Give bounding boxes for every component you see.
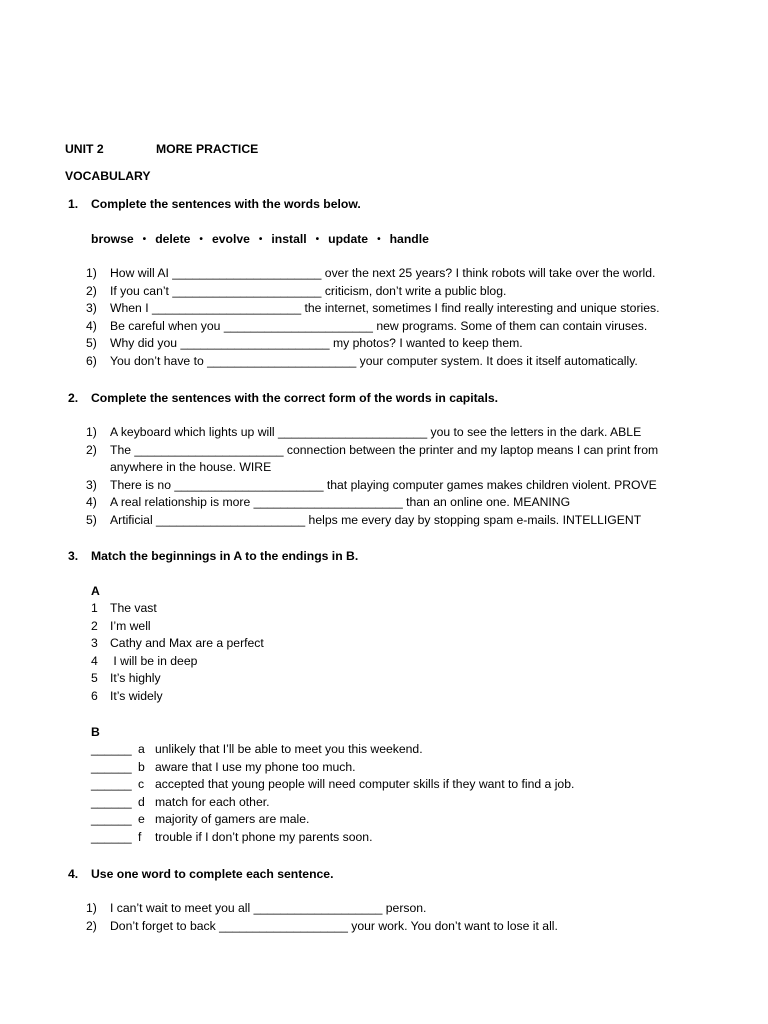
item-text: I’m well xyxy=(110,618,151,633)
item-text: Don’t forget to back ___________________ your work. You don’t want to lose it all. xyxy=(110,918,558,933)
exercise-4-number: 4. xyxy=(68,867,79,881)
item-number: 2 xyxy=(91,618,98,633)
item-text: I can’t wait to meet you all ___________________ person. xyxy=(110,901,427,915)
item-number: 5) xyxy=(86,513,97,527)
item-text: majority of gamers are male. xyxy=(155,812,310,827)
exercise-4-instruction: Use one word to complete each sentence. xyxy=(91,867,334,881)
item-letter: b xyxy=(138,759,145,774)
item-number: 1 xyxy=(91,601,98,615)
exercise-2-number: 2. xyxy=(68,391,79,405)
item-text: Artificial ______________________ helps me every day by stopping spam e-mails. INTELLIGENT xyxy=(110,513,642,527)
item-letter: e xyxy=(138,812,145,827)
item-letter: f xyxy=(138,830,142,844)
word-bank xyxy=(91,230,429,249)
word-bank-item: browse xyxy=(91,232,134,246)
item-number: 3) xyxy=(86,477,97,492)
item-text: aware that I use my phone too much. xyxy=(155,759,356,774)
item-number: 2) xyxy=(86,918,97,933)
item-number: 5) xyxy=(86,336,97,351)
exercise-1-instruction: Complete the sentences with the words below. xyxy=(91,197,361,211)
exercise-1-number: 1. xyxy=(68,197,79,211)
item-number: 1) xyxy=(86,266,97,280)
section-heading: VOCABULARY xyxy=(65,169,151,183)
bullet-separator: • xyxy=(377,234,381,245)
answer-blank: ______ xyxy=(91,742,132,756)
item-text: match for each other. xyxy=(155,794,270,809)
item-text: It’s widely xyxy=(110,689,163,703)
item-text: A real relationship is more ______________________ than an online one. MEANING xyxy=(110,495,571,510)
item-number: 1) xyxy=(86,425,97,439)
bullet-separator: • xyxy=(315,234,320,245)
item-text: It’s highly xyxy=(110,671,161,686)
word-bank-item: install xyxy=(271,232,307,246)
item-text: I will be in deep xyxy=(110,653,198,668)
item-text: There is no ______________________ that playing computer games makes children violent. PROVE xyxy=(110,477,657,492)
answer-blank: ______ xyxy=(91,777,132,792)
item-number: 2) xyxy=(86,442,97,457)
item-text: anywhere in the house. WIRE xyxy=(110,460,272,475)
page-title: MORE PRACTICE xyxy=(156,142,259,156)
item-text: You don’t have to ______________________ your computer system. It does it itself automatically. xyxy=(110,354,638,368)
item-number: 4) xyxy=(86,495,97,510)
exercise-3-number: 3. xyxy=(68,549,79,563)
bullet-separator: • xyxy=(258,234,263,245)
item-number: 6) xyxy=(86,354,97,368)
answer-blank: ______ xyxy=(91,794,132,809)
item-number: 2) xyxy=(86,283,97,298)
item-letter: c xyxy=(138,777,145,792)
item-number: 3 xyxy=(91,636,98,651)
item-letter: d xyxy=(138,794,145,809)
item-text: Cathy and Max are a perfect xyxy=(110,636,264,651)
item-text: When I ______________________ the internet, sometimes I find really interesting and unique stories. xyxy=(110,301,660,316)
item-number: 4 xyxy=(91,653,98,668)
item-number: 1) xyxy=(86,901,97,915)
word-bank-item: handle xyxy=(389,232,429,246)
item-text: A keyboard which lights up will ______________________ you to see the letters in the dark. ABLE xyxy=(110,425,642,439)
bullet-separator: • xyxy=(199,234,203,245)
item-text: Be careful when you ______________________ new programs. Some of them can contain viruses. xyxy=(110,318,648,333)
exercise-2-instruction: Complete the sentences with the correct form of the words in capitals. xyxy=(91,391,499,405)
item-text: unlikely that I’ll be able to meet you this weekend. xyxy=(155,742,423,756)
answer-blank: ______ xyxy=(91,759,132,774)
item-text: If you can’t ______________________ criticism, don’t write a public blog. xyxy=(110,283,507,298)
word-bank-item: update xyxy=(328,232,369,246)
item-number: 4) xyxy=(86,318,97,333)
unit-label: UNIT 2 xyxy=(65,142,104,156)
exercise-3-instruction: Match the beginnings in A to the endings in B. xyxy=(91,549,359,563)
item-text: How will AI ______________________ over the next 25 years? I think robots will take over the world. xyxy=(110,266,656,280)
bullet-separator: • xyxy=(142,234,147,245)
word-bank-item: evolve xyxy=(211,232,250,246)
item-letter: a xyxy=(138,742,145,756)
item-number: 3) xyxy=(86,301,97,316)
answer-blank: ______ xyxy=(91,812,132,827)
item-text: Why did you ______________________ my photos? I wanted to keep them. xyxy=(110,336,523,351)
item-text: trouble if I don’t phone my parents soon. xyxy=(155,830,373,844)
word-bank-item: delete xyxy=(155,232,191,246)
item-number: 6 xyxy=(91,689,98,703)
item-text: accepted that young people will need computer skills if they want to find a job. xyxy=(155,777,575,792)
item-text: The ______________________ connection between the printer and my laptop means I can print from xyxy=(110,442,659,457)
column-b-label: B xyxy=(91,725,100,739)
answer-blank: ______ xyxy=(91,830,132,844)
column-a-label: A xyxy=(91,584,100,598)
item-number: 5 xyxy=(91,671,98,686)
item-text: The vast xyxy=(110,601,157,615)
